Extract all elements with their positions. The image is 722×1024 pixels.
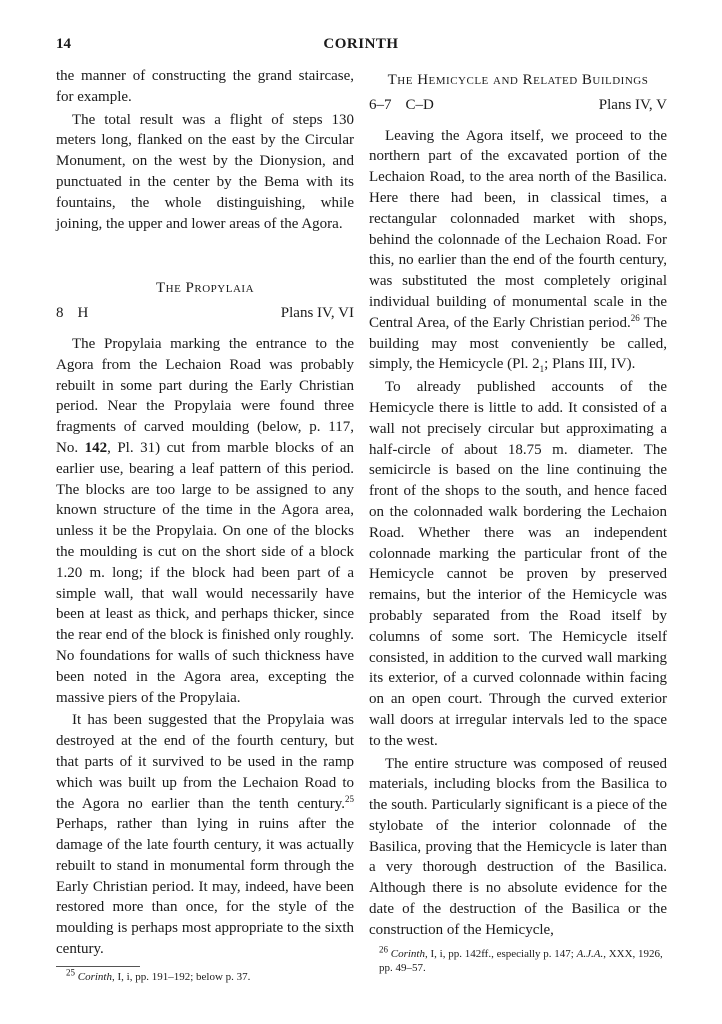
plate-subscript: 1 <box>539 364 545 375</box>
location-line <box>56 303 354 324</box>
footnote-ref-25: 25 <box>345 793 354 804</box>
right-column <box>369 66 667 975</box>
paragraph-hemicycle-intro: Leaving the Agora itself, we proceed to the northern part of the excavated portion of the Lechaion Road, to the area north of the Basilica. Here there had been, in classical times, a rectangular colonnaded market with shops, behind the colonnade of the Lechaion Road. For this, no earlier than the end of the fourth century, was substituted the most completely original individual building of monumental scale in the Central Area, of the Early Christian period.$^{26}$ The building may most conveniently be called, simply, the Hemicycle (Pl. $2_1$; Plans III, IV). <box>369 127 667 375</box>
location-plans: Plans IV, VI <box>280 305 354 322</box>
location-plans: Plans IV, V <box>598 96 667 113</box>
section-title-hemicycle: The Hemicycle and Related Buildings <box>387 72 649 88</box>
paragraph-continued: the manner of constructing the grand staircase, for example. <box>56 68 354 105</box>
footnote-ref-26: 26 <box>630 312 640 323</box>
page-number: 14 <box>56 36 71 52</box>
catalog-number: 142 <box>84 439 108 456</box>
location-number: 6–7 <box>369 96 392 113</box>
running-title: CORINTH <box>323 36 399 52</box>
location-number: 8 <box>56 305 64 322</box>
paragraph-total-result: The total result was a flight of steps 130 meters long, flanked on the east by the Circular Monument, on the west by the Dionysion, and punctuated in the center by the Bema with its fountains, the whole distinguishing, while joining, the upper and lower areas of the Agora. <box>56 111 354 232</box>
footnote-25: $^{25}$ Corinth, I, i, pp. 191–192; below p. 37. <box>66 967 251 983</box>
paragraph-propylaia-destroyed: It has been suggested that the Propylaia was destroyed at the end of the fourth century, but that parts of it survived to be used in the ramp which was built up from the Lechaion Road to the Agora no earlier than the tenth century.$^{25}$ Perhaps, rather than lying in ruins after the damage of the late fourth century, it was actually rebuilt to stand in monumental form through the Early Christian period. It may, indeed, have been restored more than once, for the style of the moulding is perhaps most appropriate to the sixth century. <box>56 712 354 958</box>
location-grid: H <box>77 305 89 322</box>
left-column <box>56 66 354 984</box>
paragraph-structure-materials: The entire structure was composed of reused materials, including blocks from the Basilica to the south. Particularly significant is a piece of the stylobate of the interior colonnade of the Basilica, proving that the Hemicycle is later than a very thorough destruction of the Basilica. Although there is no absolute evidence for the date of the destruction of the Basilica or the construction of the Hemicycle, <box>369 755 667 938</box>
section-title-propylaia: The Propylaia <box>155 280 255 297</box>
location-line <box>369 95 667 116</box>
paragraph-propylaia: The Propylaia marking the entrance to the Agora from the Lechaion Road was probably rebuilt in some part during the Early Christian period. Near the Propylaia were found three fragments of carved moulding (below, p. 117, No. 142, Pl. 31) cut from marble blocks of an earlier use, bearing a leaf pattern of this period. The blocks are too large to be assigned to any known structure of the time in the Agora area, unless it be the Propylaia. On one of the blocks the moulding is cut on the short side of a block 1.20 m. long; if the block had been part of a simple wall, that wall would necessarily have been at least as thick, and perhaps thicker, since the rear end of the block is finished only roughly. No foundations for walls of such thickness have been noted in the Agora area, excepting the massive piers of the Propylaia. <box>56 335 354 706</box>
page-header <box>56 36 666 58</box>
location-grid: C–D <box>405 96 434 113</box>
paragraph-hemicycle-accounts: To already published accounts of the Hemicycle there is little to add. It consisted of a wall not precisely circular but approximating a half-circle of about 18.75 m. diameter. The semicircle is based on the line continuing the front of the shops to the south, and hence faced on the colonnaded walk bordering the Lechaion Road. Whether there was an independent colonnade marking the particular front of the Hemicycle cannot be proven by preserved remains, but the interior of the Hemicycle was probably separated from the Road itself by columns of some sort. The Hemicycle itself consisted, in addition to the curved wall marking its exterior, of a curved colonnade within facing on an open court. Through the curved exterior wall doors at irregular intervals led to the space to the west. <box>369 379 667 749</box>
footnote-26: $^{26}$ Corinth, I, i, pp. 142ff., especially p. 147; A.J.A., XXX, 1926, pp. 49–57. <box>379 944 663 974</box>
